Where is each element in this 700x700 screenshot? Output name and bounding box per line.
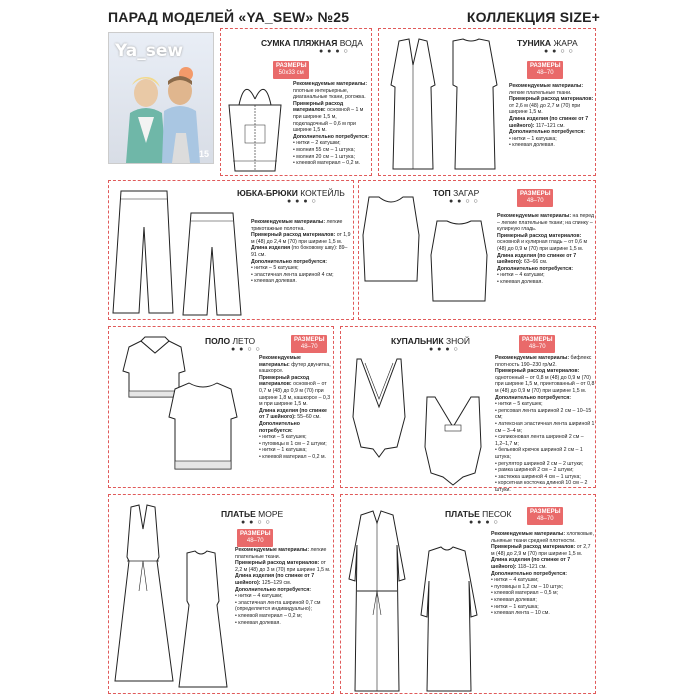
card-pants xyxy=(108,180,354,320)
pants-illustration xyxy=(111,187,251,317)
sizes-badge: РАЗМЕРЫ 48–70 xyxy=(527,507,563,525)
collection-title: КОЛЛЕКЦИЯ SIZE+ xyxy=(466,9,600,25)
difficulty-dots: ● ● ● ○ xyxy=(319,48,349,55)
card-title: ЮБКА-БРЮКИ КОКТЕЙЛЬ xyxy=(237,188,345,198)
dress-pesok-illustration xyxy=(345,505,485,695)
difficulty-dots: ● ● ● ○ xyxy=(429,346,459,353)
card-title: ПЛАТЬЕ МОРЕ xyxy=(221,509,284,519)
card-description: Рекомендуемые материалы: бифлекс плотность 190–230 гр/м2. Примерный расход материалов: однотонный – от 0,8 м (48) до 0,9 м (70) при ширине 1,5 м, принтованный – от 0,8 м (48) до 0,9 м (70) при ширине 1,5 м. Дополнительно потребуется: • нитки – 5 катушек; • репсовая лента шириной 2 см – 10–15 см; • латексная эластичная лента шириной 1 см – 3–4 м; • силиконовая лента шириной 2 см – 1,2–1,7 м; • бельевой крючок шириной 2 см – 1 штука; • регулятор шириной 2 см – 2 штуки; • рамка шириной 2 см – 2 штуки; • застежка шириной 4 см – 1 штука; • корсетная косточка длиной 10 см – 2 штуки. xyxy=(495,355,595,493)
card-bag xyxy=(220,28,372,176)
sizes-badge: РАЗМЕРЫ 48–70 xyxy=(291,335,327,353)
page-title: ПАРАД МОДЕЛЕЙ «YA_SEW» №25 xyxy=(108,9,350,25)
card-tunic xyxy=(378,28,596,176)
swimsuit-illustration xyxy=(345,357,495,487)
card-dress-pesok xyxy=(340,494,596,694)
card-description: Рекомендуемые материалы: легкие плательные ткани. Примерный расход материалов: от 2,6 м (48) до 2,7 м (70) при ширине 1,5 м. Длина изделия (по спинке от 7 шейного): 117–121 см. Дополнительно потребуется: • нитки – 1 катушка; • клеевая долевая. xyxy=(509,83,594,149)
difficulty-dots: ● ● ● ○ xyxy=(469,519,499,526)
cover-people-image xyxy=(110,63,214,163)
polo-illustration xyxy=(111,331,261,485)
card-polo xyxy=(108,326,334,488)
sizes-badge: РАЗМЕРЫ 48–70 xyxy=(517,189,553,207)
dress-more-illustration xyxy=(113,501,233,691)
sizes-badge: РАЗМЕРЫ 48–70 xyxy=(519,335,555,353)
issue-number: 15 xyxy=(198,149,209,159)
sizes-badge: РАЗМЕРЫ 50х33 см xyxy=(273,61,309,79)
card-title: СУМКА ПЛЯЖНАЯ ВОДА xyxy=(261,38,363,48)
difficulty-dots: ● ● ○ ○ xyxy=(231,346,261,353)
sizes-badge: РАЗМЕРЫ 48–70 xyxy=(237,529,273,547)
card-description: Рекомендуемые материалы: легкие трикотажные полотна. Примерный расход материалов: от 1,9 м (48) до 2,4 м (70) при ширине 1,5 м. Длина изделия (по боковому шву): 89–91 см. Дополнительно потребуется: • нитки – 5 катушек; • эластичная лента шириной 4 см; • клеевая долевая. xyxy=(251,219,351,285)
card-swimsuit xyxy=(340,326,596,493)
sizes-badge: РАЗМЕРЫ 48–70 xyxy=(527,61,563,79)
card-title: ПОЛО ЛЕТО xyxy=(205,336,256,346)
card-description: Рекомендуемые материалы: на перед – легкие плательные ткани; на спинку – кулирную гладь. Примерный расход материалов: основной и кулирная гладь – от 0,6 м (48) до 0,9 м (70) при ширине 1,5 м. Длина изделия (по спинке от 7 шейного): 63–66 см. Дополнительно потребуется: • нитки – 4 катушки; • клеевая долевая. xyxy=(497,213,595,285)
magazine-logo: Ya_sew xyxy=(115,41,184,61)
card-top xyxy=(358,180,596,320)
card-description: Рекомендуемые материалы: легкие плательные ткани. Примерный расход материалов: от 2,2 м (48) до 3 м (70) при ширине 1,5 м. Длина изделия (по спинке от 7 шейного): 125–129 см. Дополнительно потребуется: • нитки – 4 катушки; • эластичная лента шириной 0,7 см (определяется индивидуально); • клеевой материал – 0,2 м; • клеевая долевая. xyxy=(235,547,331,626)
difficulty-dots: ● ● ● ○ xyxy=(287,198,317,205)
difficulty-dots: ● ● ○ ○ xyxy=(449,198,479,205)
difficulty-dots: ● ● ○ ○ xyxy=(544,48,574,55)
page-header xyxy=(0,0,700,30)
card-description: Рекомендуемые материалы: плотные интерьерные, диаганальные ткани, рогожка. Примерный расход материалов: основной – 1 м при ширине 1,5 м, подкладочный – 0,6 м при ширине 1,5 м. Дополнительно потребуется: • нитки – 2 катушки; • молния 55 см – 1 штука; • молния 20 см – 1 штука; • клеевой материал – 0,2 м. xyxy=(293,81,369,167)
card-description: Рекомендуемые материалы: футер двунитка, кашкорсе. Примерный расход материалов: основной – от 0,7 м (48) до 0,9 м (70) при ширине 1,8 м, кашкорсе – 0,3 м при ширине 1,5 м. Длина изделия (по спинке от 7 шейного): 55–60 см. Дополнительно потребуется: • нитки – 5 катушек; • пуговицы в 1 см – 2 штуки; • нитки – 1 катушка; • клеевой материал – 0,2 м. xyxy=(259,355,331,460)
card-title: ПЛАТЬЕ ПЕСОК xyxy=(445,509,512,519)
card-title: ТУНИКА ЖАРА xyxy=(517,38,578,48)
difficulty-dots: ● ● ○ ○ xyxy=(241,519,271,526)
card-title: КУПАЛЬНИК ЗНОЙ xyxy=(391,336,470,346)
bag-illustration xyxy=(225,83,285,173)
card-title: ТОП ЗАГАР xyxy=(433,188,480,198)
top-illustration xyxy=(361,195,501,315)
card-dress-more xyxy=(108,494,334,694)
tunic-illustration xyxy=(383,35,509,175)
card-description: Рекомендуемые материалы: хлопковые, льняные ткани средней плотности. Примерный расход материалов: от 2,7 м (48) до 2,9 м (70) при ширине 1,5 м. Длина изделия (по спинке от 7 шейного): 118–121 см. Дополнительно потребуется: • нитки – 4 катушки; • пуговицы в 1,2 см – 10 штук; • клеевой материал – 0,5 м; • клеевая долевая; • нитки – 1 катушка; • клеевая лента – 10 см. xyxy=(491,531,594,617)
magazine-cover xyxy=(108,32,214,164)
